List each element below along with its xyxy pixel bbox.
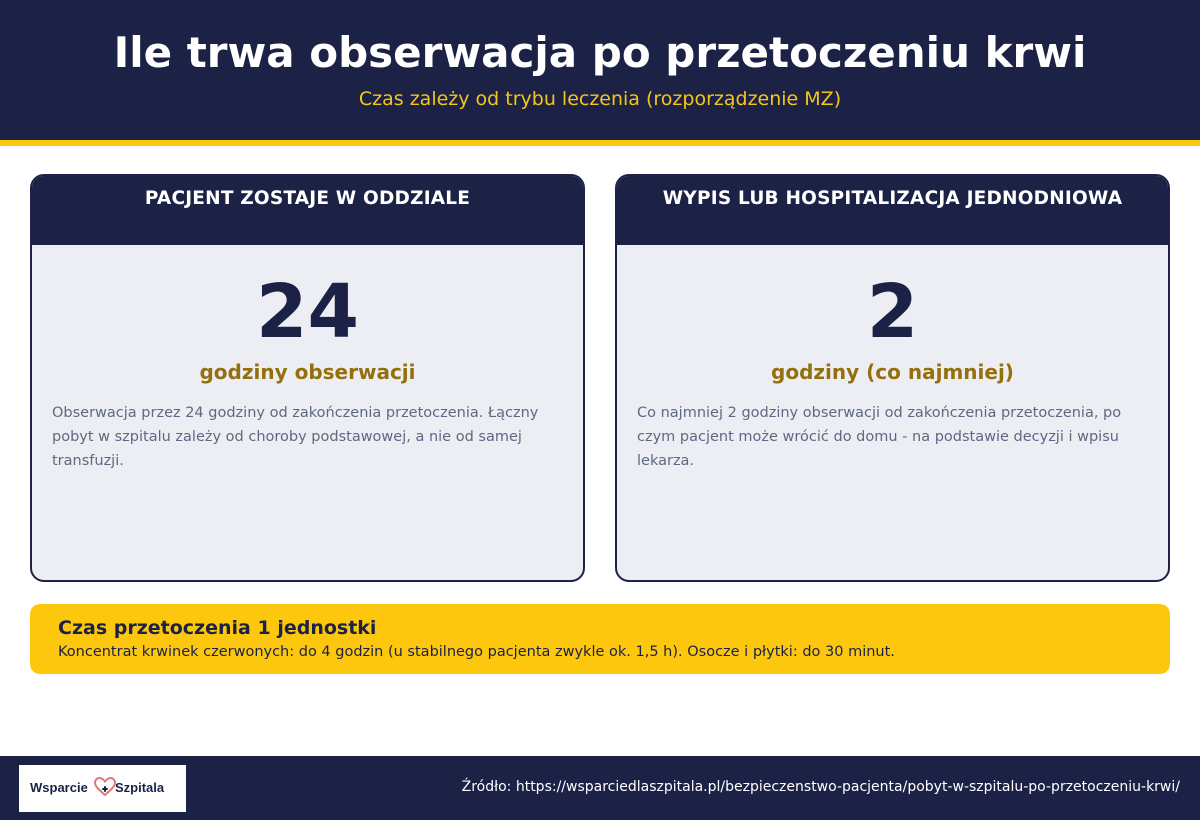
header-banner: [0, 0, 1200, 140]
card-inpatient: [30, 174, 585, 582]
card-hours-unit: godziny obserwacji: [199, 360, 416, 384]
source-link[interactable]: Źródło: https://wsparciedlaszpitala.pl/bezpieczenstwo-pacjenta/pobyt-w-szpitalu-po-przetoczeniu-krwi/: [461, 779, 1180, 795]
note-text: Koncentrat krwinek czerwonych: do 4 godzin (u stabilnego pacjenta zwykle ok. 1,5 h). Osocze i płytki: do 30 minut.: [58, 644, 895, 660]
footer: [0, 756, 1200, 820]
page-subtitle: Czas zależy od trybu leczenia (rozporządzenie MZ): [358, 88, 842, 110]
logo: [19, 765, 186, 812]
card-hours-unit: godziny (co najmniej): [771, 360, 1014, 384]
header-accent-stripe: [0, 140, 1200, 146]
card-description: Co najmniej 2 godziny obserwacji od zakończenia przetoczenia, po czym pacjent może wrócić do domu - na podstawie decyzji i wpisu lekarza.: [637, 405, 1122, 469]
card-hours-number: 24: [256, 269, 359, 355]
note-title: Czas przetoczenia 1 jednostki: [58, 617, 377, 639]
heart-cross-icon: [94, 777, 116, 797]
card-heading: WYPIS LUB HOSPITALIZACJA JEDNODNIOWA: [617, 176, 1168, 245]
card-heading: PACJENT ZOSTAJE W ODDZIALE: [32, 176, 583, 245]
logo-text-szpitala: Szpitala: [115, 780, 165, 795]
card-description: Obserwacja przez 24 godziny od zakończenia przetoczenia. Łączny pobyt w szpitalu zależy od choroby podstawowej, a nie od samej transfuzji.: [52, 405, 539, 469]
transfusion-time-note: [30, 604, 1170, 674]
card-discharge: [615, 174, 1170, 582]
page-title: Ile trwa obserwacja po przetoczeniu krwi: [113, 28, 1087, 77]
logo-text-wsparcie: Wsparcie: [30, 780, 88, 795]
card-hours-number: 2: [866, 269, 919, 355]
